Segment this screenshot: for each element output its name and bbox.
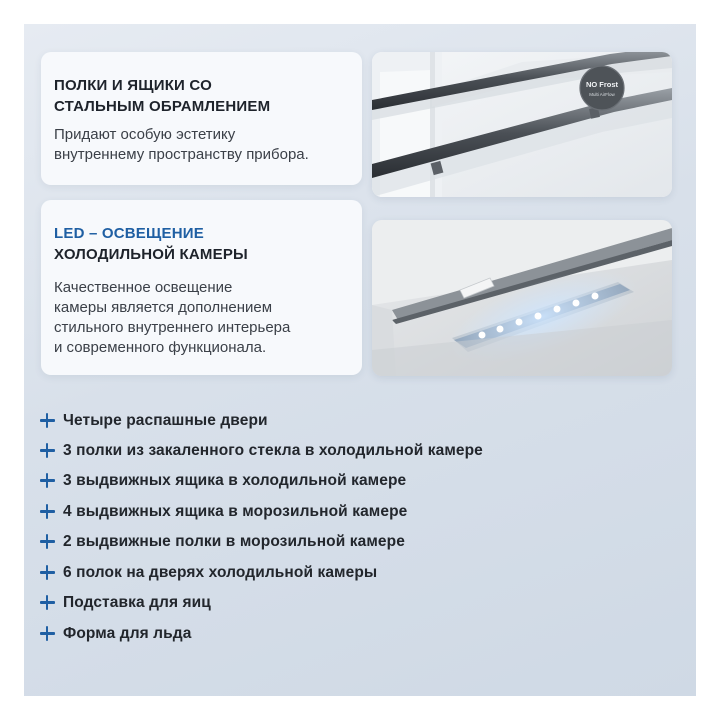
plus-icon xyxy=(40,595,55,610)
feature-text: Четыре распашные двери xyxy=(63,412,268,429)
feature-text: 4 выдвижных ящика в морозильной камере xyxy=(63,503,408,520)
led-desc-line-3: стильного внутреннего интерьера xyxy=(54,319,291,336)
led-title-accent: LED – ОСВЕЩЕНИЕ xyxy=(54,225,204,242)
led-desc-line-1: Качественное освещение xyxy=(54,279,233,296)
led-desc-line-2: камеры является дополнением xyxy=(54,299,273,316)
shelves-photo xyxy=(372,52,672,197)
plus-icon xyxy=(40,413,55,428)
led-desc-line-4: и современного функционала. xyxy=(54,339,267,356)
feature-text: 3 полки из закаленного стекла в холодильной камере xyxy=(63,442,483,459)
no-frost-badge-text: NO Frost xyxy=(585,80,619,89)
feature-text: Подставка для яиц xyxy=(63,594,211,611)
led-card-title xyxy=(54,223,248,265)
led-card-description xyxy=(54,278,290,358)
plus-icon xyxy=(40,473,55,488)
product-features-panel xyxy=(24,24,696,696)
plus-icon xyxy=(40,534,55,549)
shelves-card-description xyxy=(54,125,309,165)
shelves-desc-line-2: внутреннему пространству прибора. xyxy=(54,146,309,163)
plus-icon xyxy=(40,504,55,519)
led-title-line-2: ХОЛОДИЛЬНОЙ КАМЕРЫ xyxy=(54,246,248,263)
shelves-title-line-1: ПОЛКИ И ЯЩИКИ СО xyxy=(54,77,212,94)
feature-text: 2 выдвижные полки в морозильной камере xyxy=(63,533,405,550)
shelves-info-card xyxy=(41,52,362,185)
feature-text: Форма для льда xyxy=(63,625,192,642)
plus-icon xyxy=(40,443,55,458)
shelves-card-title xyxy=(54,75,270,117)
feature-text: 6 полок на дверях холодильной камеры xyxy=(63,564,378,581)
feature-text: 3 выдвижных ящика в холодильной камере xyxy=(63,472,407,489)
no-frost-badge-subtext: Multi AirFlow xyxy=(589,92,615,97)
shelves-title-line-2: СТАЛЬНЫМ ОБРАМЛЕНИЕМ xyxy=(54,98,271,115)
plus-icon xyxy=(40,626,55,641)
led-light-photo xyxy=(372,220,672,376)
led-info-card xyxy=(41,200,362,375)
plus-icon xyxy=(40,565,55,580)
shelves-desc-line-1: Придают особую эстетику xyxy=(54,126,236,143)
